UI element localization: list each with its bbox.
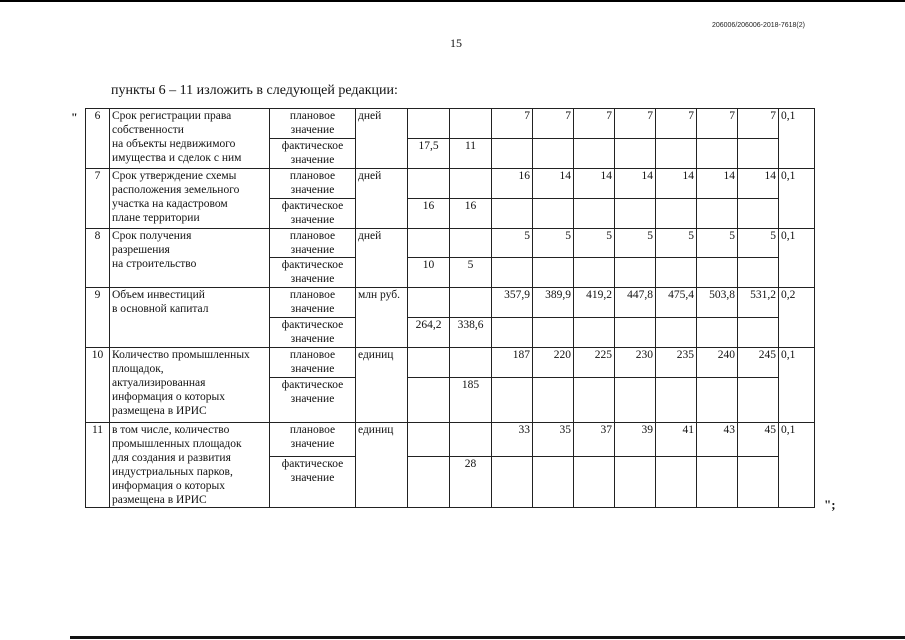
- indicator-name-line: размещена в ИРИС: [112, 405, 207, 417]
- empty-cell: [492, 139, 533, 169]
- row-number: 6: [86, 109, 110, 169]
- empty-cell: [533, 318, 574, 348]
- indicator-name: [110, 109, 270, 169]
- empty-cell: [408, 348, 450, 378]
- plan-value: 7: [615, 109, 656, 139]
- empty-cell: [574, 378, 615, 423]
- plan-value: 7: [738, 109, 779, 139]
- unit-label: дней: [356, 229, 408, 288]
- fact-kind-line: фактическое: [281, 379, 344, 391]
- empty-cell: [574, 258, 615, 288]
- empty-cell: [492, 378, 533, 423]
- empty-cell: [574, 457, 615, 508]
- fact-value: 16: [450, 199, 492, 229]
- empty-cell: [738, 378, 779, 423]
- plan-kind-line: значение: [290, 184, 335, 196]
- fact-value: 185: [450, 378, 492, 423]
- empty-cell: [615, 318, 656, 348]
- weight-value: 0,1: [779, 229, 815, 288]
- empty-cell: [615, 258, 656, 288]
- empty-cell: [738, 258, 779, 288]
- plan-value: 7: [656, 109, 697, 139]
- plan-kind-line: плановое: [289, 110, 336, 122]
- plan-value: 14: [615, 169, 656, 199]
- empty-cell: [738, 199, 779, 229]
- fact-value: 28: [450, 457, 492, 508]
- intro-text: пункты 6 – 11 изложить в следующей редакции:: [111, 83, 398, 98]
- empty-cell: [492, 318, 533, 348]
- plan-kind-line: значение: [290, 303, 335, 315]
- page-number: 15: [450, 36, 462, 50]
- document-id: 206006/206006-2018-7618(2): [711, 22, 805, 29]
- empty-cell: [738, 318, 779, 348]
- indicator-name-line: собственности: [112, 124, 184, 136]
- empty-cell: [492, 457, 533, 508]
- empty-cell: [656, 199, 697, 229]
- fact-kind-line: значение: [290, 472, 335, 484]
- empty-cell: [533, 199, 574, 229]
- plan-value: 5: [492, 229, 533, 258]
- plan-value: 14: [533, 169, 574, 199]
- indicator-name-line: участка на кадастровом: [112, 198, 228, 210]
- plan-kind-label: [270, 229, 356, 258]
- plan-value: 33: [492, 423, 533, 457]
- plan-value: 503,8: [697, 288, 738, 318]
- empty-cell: [450, 348, 492, 378]
- fact-kind-label: [270, 457, 356, 508]
- empty-cell: [408, 229, 450, 258]
- plan-kind-line: значение: [290, 438, 335, 450]
- indicator-name-line: имущества и сделок с ним: [112, 152, 242, 164]
- table-row: [86, 229, 815, 258]
- empty-cell: [450, 109, 492, 139]
- fact-kind-line: фактическое: [281, 140, 344, 152]
- plan-value: 43: [697, 423, 738, 457]
- fact-value: [408, 457, 450, 508]
- row-number: 7: [86, 169, 110, 229]
- row-number: 9: [86, 288, 110, 348]
- empty-cell: [697, 139, 738, 169]
- indicator-name-line: в основной капитал: [112, 303, 209, 315]
- opening-quote: ": [71, 110, 78, 124]
- indicator-name: [110, 169, 270, 229]
- weight-value: 0,2: [779, 288, 815, 348]
- indicator-name-line: размещена в ИРИС: [112, 494, 207, 506]
- plan-value: 7: [492, 109, 533, 139]
- empty-cell: [697, 378, 738, 423]
- indicator-name: [110, 229, 270, 288]
- indicator-name-line: Количество промышленных: [112, 349, 250, 361]
- plan-value: 37: [574, 423, 615, 457]
- fact-kind-line: значение: [290, 154, 335, 166]
- empty-cell: [738, 139, 779, 169]
- weight-value: 0,1: [779, 348, 815, 423]
- plan-value: 235: [656, 348, 697, 378]
- empty-cell: [450, 169, 492, 199]
- indicator-name-line: площадок,: [112, 363, 164, 375]
- fact-kind-label: [270, 199, 356, 229]
- plan-value: 14: [656, 169, 697, 199]
- fact-kind-label: [270, 378, 356, 423]
- plan-value: 45: [738, 423, 779, 457]
- unit-label: дней: [356, 169, 408, 229]
- indicator-name-line: на строительство: [112, 258, 197, 270]
- row-number: 11: [86, 423, 110, 508]
- plan-value: 7: [574, 109, 615, 139]
- indicator-name-line: Объем инвестиций: [112, 289, 205, 301]
- indicator-name: [110, 348, 270, 423]
- plan-kind-line: плановое: [289, 289, 336, 301]
- plan-value: 35: [533, 423, 574, 457]
- empty-cell: [533, 457, 574, 508]
- empty-cell: [656, 139, 697, 169]
- fact-value: 338,6: [450, 318, 492, 348]
- plan-value: 41: [656, 423, 697, 457]
- empty-cell: [697, 457, 738, 508]
- indicator-name-line: Срок получения: [112, 230, 192, 242]
- table-row: [86, 109, 815, 139]
- plan-value: 5: [738, 229, 779, 258]
- plan-kind-label: [270, 423, 356, 457]
- fact-kind-line: фактическое: [281, 319, 344, 331]
- indicator-name-line: Срок утверждение схемы: [112, 170, 237, 182]
- fact-kind-line: фактическое: [281, 259, 344, 271]
- plan-value: 245: [738, 348, 779, 378]
- fact-value: 10: [408, 258, 450, 288]
- plan-kind-line: плановое: [289, 424, 336, 436]
- empty-cell: [533, 258, 574, 288]
- page-top-edge: [0, 0, 905, 2]
- unit-label: единиц: [356, 423, 408, 508]
- table-row: [86, 423, 815, 457]
- empty-cell: [492, 199, 533, 229]
- plan-kind-line: значение: [290, 363, 335, 375]
- plan-value: 7: [697, 109, 738, 139]
- empty-cell: [656, 318, 697, 348]
- empty-cell: [574, 139, 615, 169]
- indicator-name-line: актуализированная: [112, 377, 206, 389]
- empty-cell: [408, 109, 450, 139]
- empty-cell: [408, 169, 450, 199]
- plan-value: 225: [574, 348, 615, 378]
- fact-kind-line: фактическое: [281, 458, 344, 470]
- empty-cell: [656, 457, 697, 508]
- unit-label: единиц: [356, 348, 408, 423]
- plan-value: 14: [738, 169, 779, 199]
- table-row: [86, 169, 815, 199]
- closing-quote: ";: [824, 497, 836, 512]
- indicator-name-line: для создания и развития: [112, 452, 231, 464]
- indicator-name-line: Срок регистрации права: [112, 110, 232, 122]
- plan-kind-label: [270, 169, 356, 199]
- indicator-name-line: плане территории: [112, 212, 200, 224]
- fact-kind-line: значение: [290, 393, 335, 405]
- empty-cell: [574, 199, 615, 229]
- plan-value: 39: [615, 423, 656, 457]
- indicator-name-line: в том числе, количество: [112, 424, 230, 436]
- indicator-name-line: на объекты недвижимого: [112, 138, 236, 150]
- empty-cell: [697, 318, 738, 348]
- fact-kind-line: значение: [290, 333, 335, 345]
- plan-kind-line: плановое: [289, 230, 336, 242]
- empty-cell: [574, 318, 615, 348]
- fact-value: 17,5: [408, 139, 450, 169]
- indicator-name-line: разрешения: [112, 244, 170, 256]
- indicator-name: [110, 288, 270, 348]
- plan-value: 475,4: [656, 288, 697, 318]
- indicators-table: [85, 108, 815, 508]
- table-row: [86, 348, 815, 378]
- plan-value: 5: [656, 229, 697, 258]
- indicator-name-line: информация о которых: [112, 391, 225, 403]
- plan-value: 5: [697, 229, 738, 258]
- fact-kind-line: значение: [290, 273, 335, 285]
- indicator-name-line: информация о которых: [112, 480, 225, 492]
- fact-kind-line: фактическое: [281, 200, 344, 212]
- fact-value: 5: [450, 258, 492, 288]
- empty-cell: [450, 423, 492, 457]
- empty-cell: [533, 378, 574, 423]
- unit-label: дней: [356, 109, 408, 169]
- table-row: [86, 288, 815, 318]
- fact-value: [408, 378, 450, 423]
- empty-cell: [697, 199, 738, 229]
- weight-value: 0,1: [779, 423, 815, 508]
- fact-kind-label: [270, 258, 356, 288]
- plan-value: 389,9: [533, 288, 574, 318]
- fact-value: 264,2: [408, 318, 450, 348]
- unit-label: млн руб.: [356, 288, 408, 348]
- plan-value: 240: [697, 348, 738, 378]
- empty-cell: [738, 457, 779, 508]
- plan-value: 16: [492, 169, 533, 199]
- empty-cell: [450, 229, 492, 258]
- fact-value: 11: [450, 139, 492, 169]
- indicator-name-line: индустриальных парков,: [112, 466, 233, 478]
- plan-kind-line: значение: [290, 244, 335, 256]
- plan-value: 531,2: [738, 288, 779, 318]
- fact-kind-label: [270, 318, 356, 348]
- plan-value: 5: [533, 229, 574, 258]
- plan-kind-label: [270, 348, 356, 378]
- weight-value: 0,1: [779, 109, 815, 169]
- plan-kind-label: [270, 288, 356, 318]
- plan-value: 187: [492, 348, 533, 378]
- indicator-name-line: расположения земельного: [112, 184, 240, 196]
- plan-value: 419,2: [574, 288, 615, 318]
- plan-value: 220: [533, 348, 574, 378]
- empty-cell: [533, 139, 574, 169]
- empty-cell: [615, 378, 656, 423]
- plan-kind-line: значение: [290, 124, 335, 136]
- empty-cell: [615, 457, 656, 508]
- plan-value: 5: [574, 229, 615, 258]
- plan-value: 7: [533, 109, 574, 139]
- plan-kind-label: [270, 109, 356, 139]
- fact-kind-line: значение: [290, 214, 335, 226]
- plan-value: 447,8: [615, 288, 656, 318]
- page-bottom-edge: [70, 636, 905, 639]
- empty-cell: [656, 258, 697, 288]
- plan-value: 5: [615, 229, 656, 258]
- empty-cell: [450, 288, 492, 318]
- plan-kind-line: плановое: [289, 349, 336, 361]
- empty-cell: [615, 199, 656, 229]
- empty-cell: [408, 288, 450, 318]
- fact-kind-label: [270, 139, 356, 169]
- empty-cell: [656, 378, 697, 423]
- empty-cell: [492, 258, 533, 288]
- plan-value: 14: [574, 169, 615, 199]
- fact-value: 16: [408, 199, 450, 229]
- indicator-name-line: промышленных площадок: [112, 438, 242, 450]
- weight-value: 0,1: [779, 169, 815, 229]
- empty-cell: [408, 423, 450, 457]
- plan-kind-line: плановое: [289, 170, 336, 182]
- empty-cell: [615, 139, 656, 169]
- plan-value: 230: [615, 348, 656, 378]
- row-number: 10: [86, 348, 110, 423]
- plan-value: 14: [697, 169, 738, 199]
- indicator-name: [110, 423, 270, 508]
- empty-cell: [697, 258, 738, 288]
- plan-value: 357,9: [492, 288, 533, 318]
- row-number: 8: [86, 229, 110, 288]
